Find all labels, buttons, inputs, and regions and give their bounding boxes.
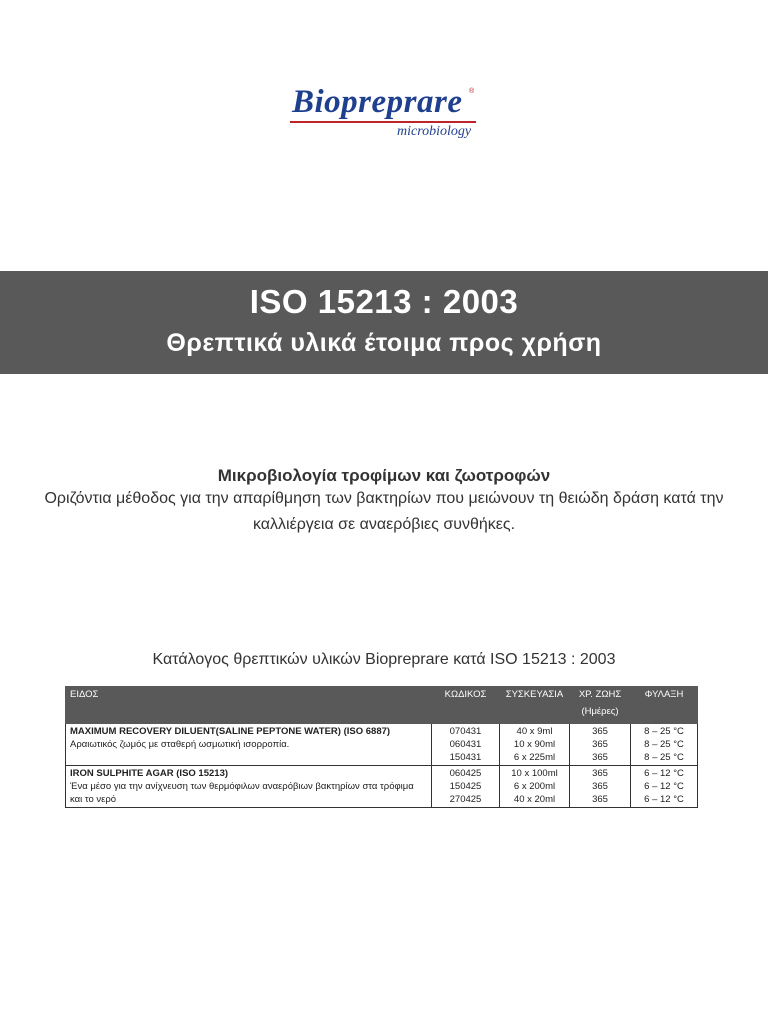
shelf-value: 365 [592, 768, 608, 779]
pack-cell [500, 766, 570, 808]
table-header-row [66, 687, 698, 724]
storage-value: 8 – 25 °C [644, 726, 684, 737]
shelf-cell [570, 724, 631, 766]
code-value: 270425 [449, 794, 482, 805]
intro-heading: Μικροβιολογία τροφίμων και ζωοτροφών [217, 466, 551, 485]
header-shelf-unit: (Ημέρες) [581, 706, 619, 717]
code-value: 060431 [449, 739, 482, 750]
header-pack: ΣΥΣΚΕΥΑΣΙΑ [500, 687, 570, 724]
storage-value: 6 – 12 °C [644, 781, 684, 792]
code-cell [432, 724, 500, 766]
storage-cell [631, 766, 698, 808]
shelf-value: 365 [592, 781, 608, 792]
shelf-value: 365 [592, 726, 608, 737]
product-name: IRON SULPHITE AGAR (ISO 15213) [70, 768, 229, 779]
pack-value: 6 x 225ml [513, 752, 556, 763]
pack-value: 10 x 90ml [513, 739, 556, 750]
logo-rule [290, 121, 476, 123]
logo-subtitle: microbiology [397, 124, 472, 139]
shelf-value: 365 [592, 794, 608, 805]
header-storage: ΦΥΛΑΞΗ [631, 687, 698, 724]
header-item: ΕΙΔΟΣ [66, 687, 432, 724]
intro-section [40, 466, 728, 538]
product-description: Ένα μέσο για την ανίχνευση των θερμόφιλων αναερόβιων βακτηρίων στα τρόφιμα και το νερό [70, 781, 414, 805]
pack-value: 10 x 100ml [511, 768, 558, 779]
shelf-value: 365 [592, 739, 608, 750]
catalogue-title: Κατάλογος θρεπτικών υλικών Biopreprare κατά ISO 15213 : 2003 [152, 651, 616, 668]
product-description: Αραιωτικός ζωμός με σταθερή ωσμωτική ισορροπία. [70, 739, 290, 750]
code-value: 070431 [449, 726, 482, 737]
storage-cell [631, 724, 698, 766]
pack-value: 6 x 200ml [513, 781, 556, 792]
header-shelf-label: ΧΡ. ΖΩΗΣ [578, 689, 622, 700]
banner-subtitle: Θρεπτικά υλικά έτοιμα προς χρήση [166, 329, 602, 357]
header-code: ΚΩΔΙΚΟΣ [432, 687, 500, 724]
pack-value: 40 x 20ml [513, 794, 556, 805]
logo-brand: Biopreprare [292, 84, 463, 120]
title-banner [0, 271, 768, 374]
catalogue-table [65, 686, 698, 808]
code-value: 150431 [449, 752, 482, 763]
banner-title: ISO 15213 : 2003 [249, 283, 519, 320]
code-value: 150425 [449, 781, 482, 792]
shelf-value: 365 [592, 752, 608, 763]
storage-value: 8 – 25 °C [644, 752, 684, 763]
table-row [66, 766, 698, 808]
pack-cell [500, 724, 570, 766]
storage-value: 8 – 25 °C [644, 739, 684, 750]
pack-value: 40 x 9ml [516, 726, 553, 737]
logo-registered-mark: ® [469, 88, 475, 95]
storage-value: 6 – 12 °C [644, 794, 684, 805]
product-cell [66, 724, 432, 766]
header-shelf-life [570, 687, 631, 724]
intro-text: Οριζόντια μέθοδος για την απαρίθμηση των βακτηρίων που μειώνουν τη θειώδη δράση κατά την καλλιέργεια σε αναερόβιες συνθήκες. [44, 490, 724, 533]
shelf-cell [570, 766, 631, 808]
code-cell [432, 766, 500, 808]
table-row [66, 724, 698, 766]
product-cell [66, 766, 432, 808]
code-value: 060425 [449, 768, 482, 779]
storage-value: 6 – 12 °C [644, 768, 684, 779]
product-name: MAXIMUM RECOVERY DILUENT(SALINE PEPTONE WATER) (ISO 6887) [70, 726, 391, 737]
biopreprare-logo [286, 82, 486, 154]
